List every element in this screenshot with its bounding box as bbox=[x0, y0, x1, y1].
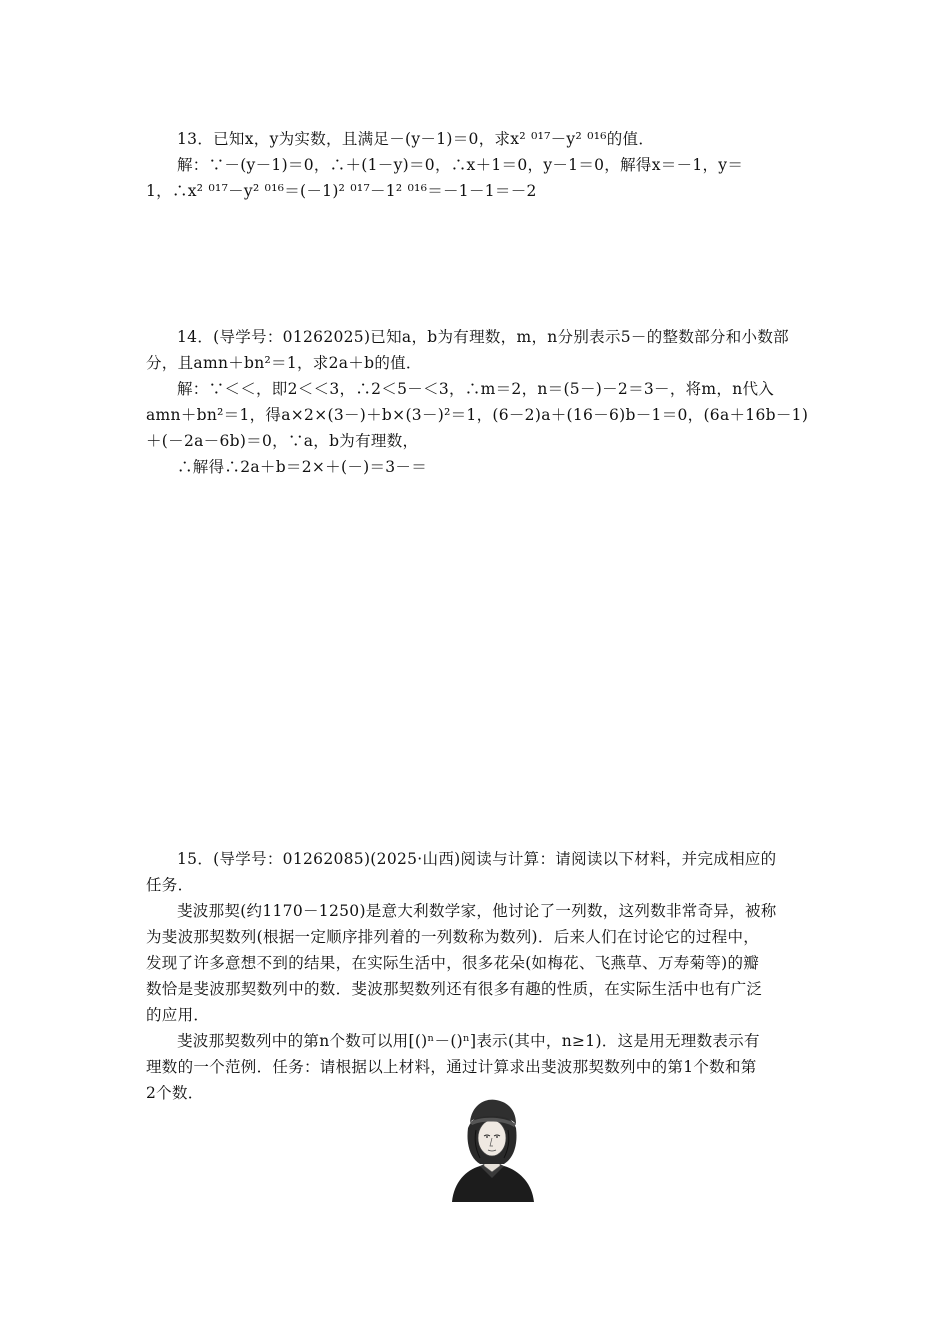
question-14-statement-line-1: 14．(导学号：01262025)已知a，b为有理数，m，n分别表示5－的整数部分和小数部 bbox=[177, 328, 789, 346]
question-15-material-line-5: 的应用． bbox=[146, 1006, 210, 1024]
question-15-material-line-3: 发现了许多意想不到的结果，在实际生活中，很多花朵(如梅花、飞燕草、万寿菊等)的瓣 bbox=[146, 954, 760, 972]
question-15-material-line-4: 数恰是斐波那契数列中的数．斐波那契数列还有很多有趣的性质，在实际生活中也有广泛 bbox=[146, 980, 763, 998]
question-13-solution-line-2: 1，∴x² ⁰¹⁷－y² ⁰¹⁶＝(－1)² ⁰¹⁷－1² ⁰¹⁶＝－1－1＝－2 bbox=[146, 182, 537, 200]
question-15-statement-line-1: 15．(导学号：01262085)(2025·山西)阅读与计算：请阅读以下材料，并完成相应的 bbox=[177, 850, 777, 868]
question-15-statement-line-2: 任务． bbox=[146, 876, 194, 894]
question-14-statement-line-2: 分，且amn＋bn²＝1，求2a＋b的值． bbox=[146, 354, 422, 372]
question-14-solution-line-1: 解：∵＜＜，即2＜＜3，∴2＜5－＜3，∴m＝2，n＝(5－)－2＝3－，将m，n代入 bbox=[177, 380, 775, 398]
question-13-solution-line-1: 解：∵－(y－1)＝0，∴＋(1－y)＝0，∴x＋1＝0，y－1＝0，解得x＝－1，y＝ bbox=[177, 156, 744, 174]
question-14-solution-line-3: ＋(－2a－6b)＝0，∵a，b为有理数， bbox=[146, 432, 419, 450]
question-13 bbox=[146, 126, 808, 204]
question-15-task-line-1: 斐波那契数列中的第n个数可以用[()ⁿ－()ⁿ]表示(其中，n≥1)．这是用无理数表示有 bbox=[177, 1032, 760, 1050]
question-14-solution-line-2: amn＋bn²＝1，得a×2×(3－)＋b×(3－)²＝1，(6－2)a＋(16－6)b－1＝0，(6a＋16b－1) bbox=[146, 406, 809, 424]
question-15-material-line-1: 斐波那契(约1170－1250)是意大利数学家，他讨论了一列数，这列数非常奇异，被称 bbox=[177, 902, 777, 920]
question-15-task-line-3: 2个数． bbox=[146, 1084, 204, 1102]
question-15-material-line-2: 为斐波那契数列(根据一定顺序排列着的一列数称为数列)．后来人们在讨论它的过程中， bbox=[146, 928, 760, 946]
question-15 bbox=[146, 846, 808, 1106]
question-14 bbox=[146, 324, 808, 480]
question-15-task-line-2: 理数的一个范例．任务：请根据以上材料，通过计算求出斐波那契数列中的第1个数和第 bbox=[146, 1058, 757, 1076]
fibonacci-portrait-image bbox=[446, 1094, 538, 1202]
question-13-statement: 13．已知x，y为实数，且满足－(y－1)＝0，求x² ⁰¹⁷－y² ⁰¹⁶的值． bbox=[177, 130, 655, 148]
question-14-solution-line-4: ∴解得∴2a＋b＝2×＋(－)＝3－＝ bbox=[177, 458, 428, 476]
